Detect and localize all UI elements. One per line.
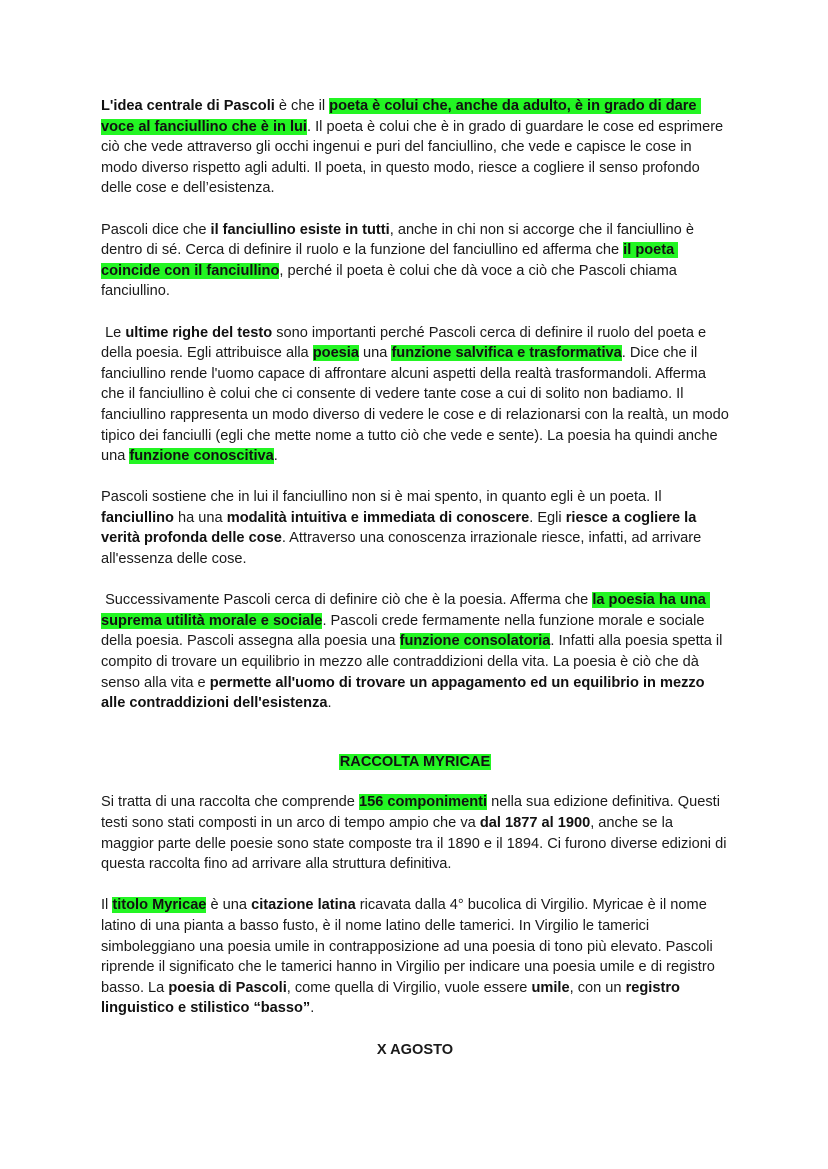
text-run: , anche se la maggior parte delle poesie sono state composte tra il 1890 e il 1894. Ci furono diverse edizioni di questa raccolta fino ad arrivare alla struttura definitiva. <box>101 815 731 873</box>
paragraph <box>101 792 729 874</box>
text-run: . <box>327 695 332 712</box>
paragraph <box>101 220 729 302</box>
text-run: , anche in chi non si accorge che il fanciullino è dentro di sé. Cerca di definire il ruolo e la funzione del fanciullino ed afferma che <box>101 221 698 259</box>
bold-text: ultime righe del testo <box>125 324 273 341</box>
bold-text: citazione latina <box>251 897 356 914</box>
heading-x-agosto: X AGOSTO <box>376 1041 454 1058</box>
bold-text: fanciullino <box>101 509 174 526</box>
bold-text: umile <box>531 979 570 996</box>
text-run: Il <box>101 897 113 914</box>
text-run: sono importanti perché Pascoli cerca di definire il ruolo del poeta e della poesia. Egli attribuisce alla <box>101 324 711 362</box>
paragraph <box>101 487 729 569</box>
text-run: . Attraverso una conoscenza irrazionale riesce, infatti, ad arrivare all'essenza delle cose. <box>101 530 706 568</box>
text-run: Pascoli sostiene che in lui il fanciullino non si è mai spento, in quanto egli è un poeta. Il <box>101 489 666 506</box>
text-run: . <box>273 448 278 465</box>
text-run: è una <box>206 897 252 914</box>
highlighted-text: il poeta coincide con il fanciullino <box>101 242 679 279</box>
highlighted-text: funzione conoscitiva <box>129 448 274 465</box>
bold-text: riesce a cogliere la verità profonda delle cose <box>101 509 701 547</box>
heading-highlight: RACCOLTA MYRICAE <box>339 753 491 770</box>
text-run: . Dice che il fanciullino rende l'uomo capace di affrontare alcuni aspetti della realtà trasformandoli. Afferma che il fanciullino è colui che ci consente di vedere tante cose a cui di solito non badiamo. Il fanciullino rappresenta un modo diverso di vedere le cose e di relazionarsi con la realtà, un modo tipico dei fanciulli (egli che mette nome a tutto ciò che vede e sente). La poesia ha quindi anche una <box>101 345 733 465</box>
document-page <box>101 96 733 1080</box>
bold-text: dal 1877 al 1900 <box>479 815 591 831</box>
text-run: . Pascoli crede fermamente nella funzione morale e sociale della poesia. Pascoli assegna alla poesia una <box>101 612 709 650</box>
heading-raccolta-myricae <box>101 752 729 773</box>
text-run: una <box>358 345 392 362</box>
paragraph <box>101 323 733 467</box>
text-run: ricavata dalla 4° bucolica di Virgilio. Myricae è il nome latino di una pianta a basso fusto, è il nome latino delle tamerici. In Virgilio le tamerici simboleggiano una poesia umile in contrapposizione ad una poesia di tono più elevato. Pascoli riprende il significato che le tamerici hanno in Virgilio per indicare una poesia umile e di registro basso. La <box>101 897 719 996</box>
highlighted-text: 156 componimenti <box>358 794 488 811</box>
bold-text: permette all'uomo di trovare un appagamento ed un equilibrio in mezzo alle contraddizioni dell'esistenza <box>101 674 709 712</box>
section-fanciullino <box>101 96 733 714</box>
text-run: , con un <box>569 979 626 996</box>
highlighted-text: titolo Myricae <box>112 897 207 914</box>
paragraph <box>101 590 729 714</box>
text-run: , perché il poeta è colui che dà voce a ciò che Pascoli chiama fanciullino. <box>101 262 681 300</box>
text-run: Pascoli dice che <box>101 221 211 238</box>
text-run: nella sua edizione definitiva. Questi testi sono stati composti in un arco di tempo ampio che va <box>101 794 725 831</box>
text-run: . Egli <box>529 509 566 526</box>
text-run: è che il <box>274 98 330 114</box>
text-run: Le <box>101 324 126 341</box>
bold-text: registro linguistico e stilistico “basso” <box>101 979 684 1017</box>
bold-text: il fanciullino esiste in tutti <box>210 221 390 238</box>
text-run: Successivamente Pascoli cerca di definire ciò che è la poesia. Afferma che <box>101 592 593 609</box>
paragraph <box>101 96 729 199</box>
text-run: . Infatti alla poesia spetta il compito di trovare un equilibrio in mezzo alle contraddizioni della vita. La poesia è ciò che dà senso alla vita e <box>101 633 727 691</box>
highlighted-text: funzione salvifica e trasformativa <box>391 345 622 362</box>
highlighted-text: poesia <box>312 345 359 362</box>
bold-text: poesia di Pascoli <box>168 979 287 996</box>
bold-text: L'idea centrale di Pascoli <box>101 98 275 114</box>
highlighted-text: poeta è colui che, anche da adulto, è in grado di dare voce al fanciullino che è in lui <box>101 98 701 135</box>
bold-text: modalità intuitiva e immediata di conoscere <box>226 509 530 526</box>
text-run: Si tratta di una raccolta che comprende <box>101 794 359 811</box>
text-run: . <box>310 1000 315 1017</box>
paragraph <box>101 895 729 1019</box>
text-run: ha una <box>173 509 227 526</box>
text-run: , come quella di Virgilio, vuole essere <box>286 979 532 996</box>
highlighted-text: la poesia ha una suprema utilità morale e sociale <box>101 592 710 629</box>
text-run: . Il poeta è colui che è in grado di guardare le cose ed esprimere ciò che vede attraverso gli occhi ingenui e puri del fanciullino, che vede e capisce le cose in modo diverso rispetto agli adulti. Il poeta, in questo modo, riesce a cogliere il senso profondo delle cose e dell’esistenza. <box>101 118 728 197</box>
highlighted-text: funzione consolatoria <box>399 633 551 650</box>
section-myricae <box>101 792 729 1019</box>
